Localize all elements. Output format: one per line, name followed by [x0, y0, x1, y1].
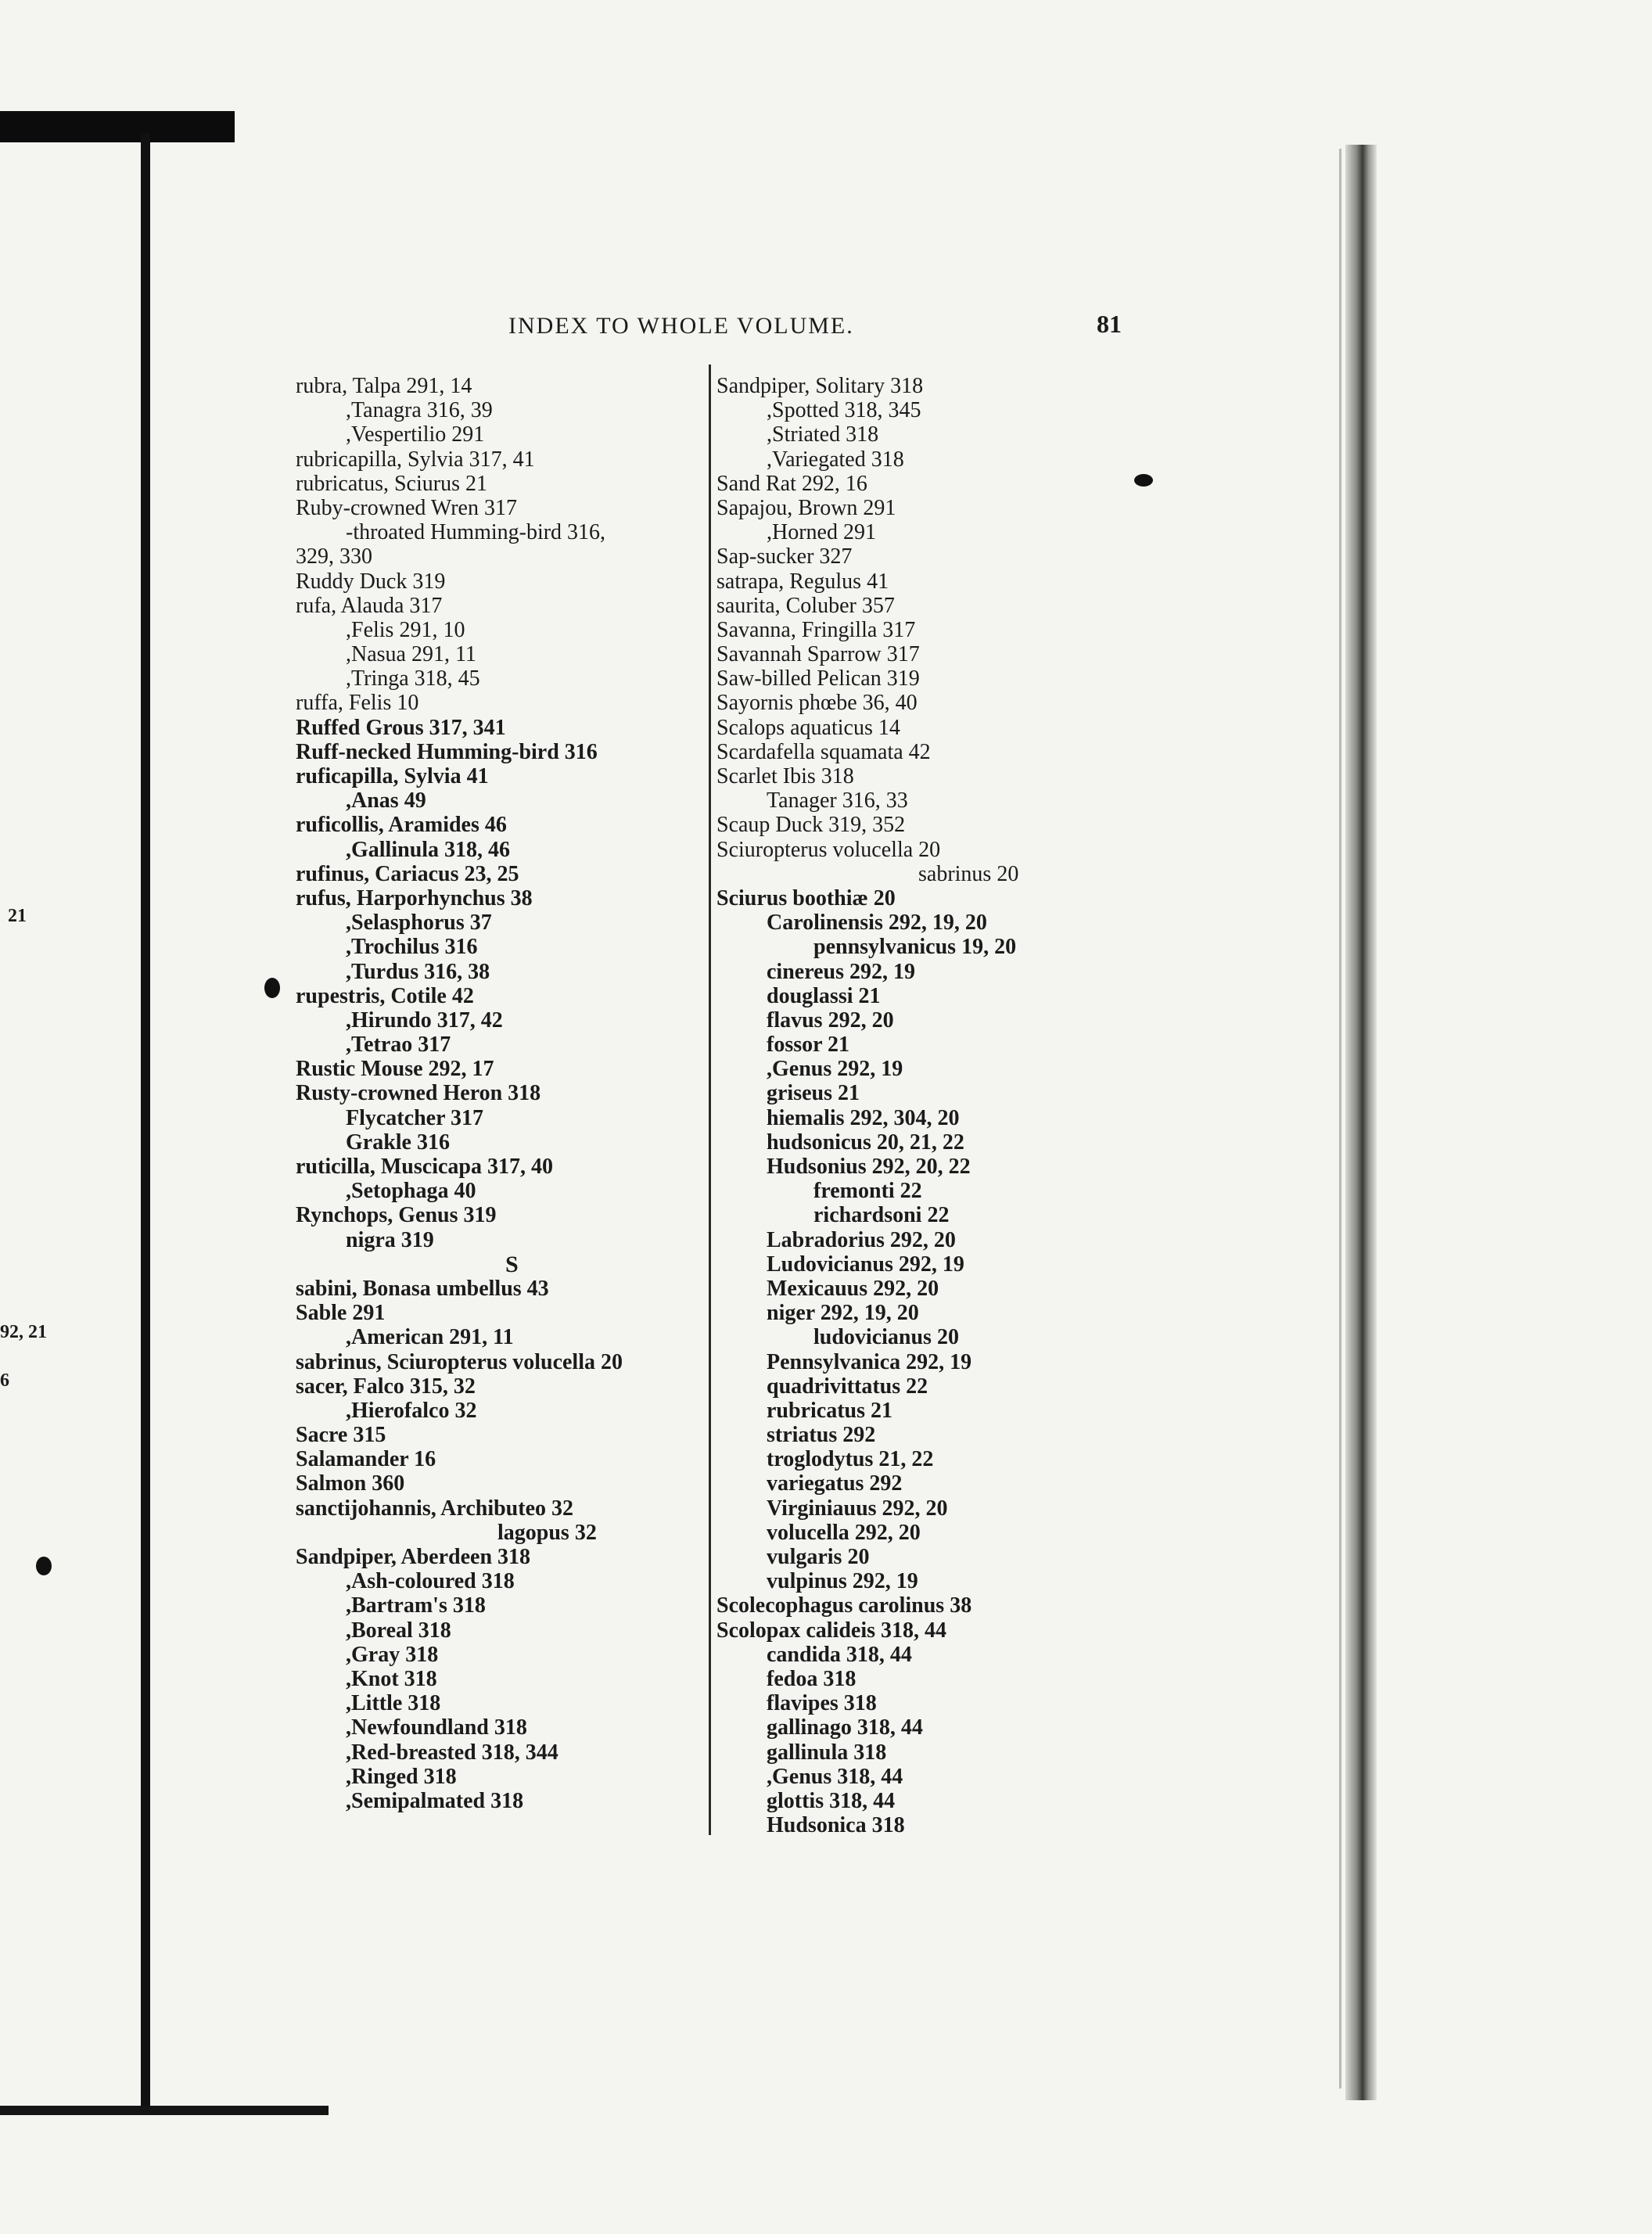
index-entry: Scaup Duck 319, 352: [716, 813, 906, 838]
index-entry: ,Knot 318: [346, 1666, 437, 1691]
index-entry: ruficollis, Aramides 46: [296, 813, 507, 838]
index-entry: richardsoni 22: [813, 1203, 950, 1228]
index-entry: ,Horned 291: [767, 520, 876, 545]
index-entry: ,American 291, 11: [346, 1325, 514, 1350]
index-entry: gallinula 318: [767, 1740, 887, 1765]
index-entry: Scardafella squamata 42: [716, 739, 931, 764]
index-entry: ,Tringa 318, 45: [346, 666, 480, 691]
index-entry: ,Ash-coloured 318: [346, 1569, 515, 1594]
index-entry: ,Selasphorus 37: [346, 910, 492, 936]
index-entry: Sandpiper, Solitary 318: [716, 374, 924, 398]
index-entry: Sap-sucker 327: [716, 544, 853, 569]
index-entry: Carolinensis 292, 19, 20: [767, 910, 987, 936]
index-column-left: [296, 374, 702, 1813]
ink-spot: [1134, 474, 1153, 487]
index-entry: rubricapilla, Sylvia 317, 41: [296, 447, 535, 472]
index-column-right: [716, 374, 1123, 1837]
index-entry: Sapajou, Brown 291: [716, 495, 896, 520]
index-entry: ,Variegated 318: [767, 447, 904, 472]
index-entry: Sciurus boothiæ 20: [716, 885, 896, 910]
index-entry: rufa, Alauda 317: [296, 593, 443, 618]
index-entry: ,Turdus 316, 38: [346, 959, 490, 984]
index-entry: ruffa, Felis 10: [296, 691, 419, 716]
index-entry: ,Spotted 318, 345: [767, 398, 921, 423]
index-entry: sanctijohannis, Archibuteo 32: [296, 1496, 573, 1521]
index-entry: ,Semipalmated 318: [346, 1788, 524, 1813]
index-entry: Sacre 315: [296, 1423, 386, 1448]
section-letter-heading: S: [505, 1251, 519, 1277]
index-entry: ,Newfoundland 318: [346, 1715, 527, 1740]
index-entry: variegatus 292: [767, 1471, 903, 1496]
index-entry: troglodytus 21, 22: [767, 1447, 934, 1472]
index-entry: Sayornis phœbe 36, 40: [716, 691, 918, 716]
page-number: 81: [1097, 310, 1122, 338]
index-entry: fremonti 22: [813, 1179, 922, 1204]
running-head: INDEX TO WHOLE VOLUME.: [508, 313, 854, 339]
index-entry: Saw-billed Pelican 319: [716, 666, 920, 691]
index-entry: Sandpiper, Aberdeen 318: [296, 1545, 531, 1569]
index-entry: sabrinus, Sciuropterus volucella 20: [296, 1349, 623, 1374]
index-entry: Rusty-crowned Heron 318: [296, 1081, 541, 1106]
index-entry: Flycatcher 317: [346, 1105, 483, 1130]
index-entry: rubricatus 21: [767, 1398, 892, 1423]
index-entry: Savanna, Fringilla 317: [716, 617, 916, 642]
page-gutter-shadow: [1345, 145, 1377, 2100]
index-entry: rubra, Talpa 291, 14: [296, 374, 472, 398]
index-entry: ,Trochilus 316: [346, 935, 478, 960]
index-entry: ,Tanagra 316, 39: [346, 398, 493, 423]
index-entry: ,Gray 318: [346, 1642, 439, 1667]
index-entry: douglassi 21: [767, 983, 881, 1008]
index-entry: ,Red-breasted 318, 344: [346, 1740, 558, 1765]
index-entry: ,Bartram's 318: [346, 1593, 486, 1618]
scan-border-top: [0, 111, 235, 142]
index-entry: ,Genus 318, 44: [767, 1764, 903, 1789]
index-entry: Rustic Mouse 292, 17: [296, 1057, 494, 1082]
index-entry: flavipes 318: [767, 1691, 877, 1716]
index-entry: Ruff-necked Humming-bird 316: [296, 739, 598, 764]
index-entry: candida 318, 44: [767, 1642, 912, 1667]
index-entry: nigra 319: [346, 1227, 434, 1252]
index-entry: Hudsonius 292, 20, 22: [767, 1155, 971, 1179]
index-entry: Sand Rat 292, 16: [716, 471, 867, 496]
index-entry: ,Hirundo 317, 42: [346, 1007, 503, 1033]
index-entry: Virginiauus 292, 20: [767, 1496, 948, 1521]
index-entry: rufus, Harporhynchus 38: [296, 885, 533, 910]
index-entry: Mexicauus 292, 20: [767, 1276, 939, 1301]
index-entry: Sciuropterus volucella 20: [716, 837, 941, 862]
index-entry: ,Genus 292, 19: [767, 1057, 903, 1082]
scan-border-left: [141, 133, 150, 2112]
index-entry: Salamander 16: [296, 1447, 436, 1472]
index-entry: rufinus, Cariacus 23, 25: [296, 861, 519, 886]
margin-fragment: 6: [0, 1370, 9, 1391]
index-entry: Pennsylvanica 292, 19: [767, 1349, 972, 1374]
index-entry: sacer, Falco 315, 32: [296, 1374, 476, 1399]
index-entry: pennsylvanicus 19, 20: [813, 935, 1017, 960]
index-entry: gallinago 318, 44: [767, 1715, 923, 1740]
index-entry: Tanager 316, 33: [767, 788, 908, 814]
index-entry: cinereus 292, 19: [767, 959, 916, 984]
column-divider: [709, 365, 711, 1835]
margin-fragment: 92, 21: [0, 1322, 47, 1342]
index-entry: Savannah Sparrow 317: [716, 642, 920, 667]
index-entry: flavus 292, 20: [767, 1007, 894, 1033]
index-entry: niger 292, 19, 20: [767, 1301, 919, 1326]
index-entry: ludovicianus 20: [813, 1325, 959, 1350]
index-entry: Grakle 316: [346, 1130, 450, 1155]
index-entry: quadrivittatus 22: [767, 1374, 928, 1399]
index-entry: ,Boreal 318: [346, 1618, 451, 1643]
index-entry: Sable 291: [296, 1301, 386, 1326]
index-entry: vulpinus 292, 19: [767, 1569, 918, 1594]
index-entry: ,Setophaga 40: [346, 1179, 476, 1204]
index-entry: glottis 318, 44: [767, 1788, 896, 1813]
index-entry: 329, 330: [296, 544, 372, 569]
index-entry: sabrinus 20: [918, 861, 1019, 886]
index-entry: ,Tetrao 317: [346, 1033, 451, 1058]
margin-fragment: 21: [8, 906, 27, 926]
index-entry: ruticilla, Muscicapa 317, 40: [296, 1155, 553, 1179]
index-entry: -throated Humming-bird 316,: [346, 520, 606, 545]
index-entry: Rynchops, Genus 319: [296, 1203, 497, 1228]
index-entry: striatus 292: [767, 1423, 876, 1448]
index-entry: saurita, Coluber 357: [716, 593, 895, 618]
index-entry: hudsonicus 20, 21, 22: [767, 1130, 964, 1155]
index-entry: Ruffed Grous 317, 341: [296, 715, 506, 740]
index-entry: ,Striated 318: [767, 422, 879, 447]
index-entry: ,Ringed 318: [346, 1764, 457, 1789]
index-entry: Ludovicianus 292, 19: [767, 1252, 964, 1277]
ink-spot: [36, 1557, 52, 1575]
index-entry: griseus 21: [767, 1081, 860, 1106]
scan-border-bottom: [0, 2106, 329, 2115]
index-entry: rubricatus, Sciurus 21: [296, 471, 487, 496]
index-entry: Salmon 360: [296, 1471, 405, 1496]
index-entry: rupestris, Cotile 42: [296, 983, 474, 1008]
index-entry: ,Gallinula 318, 46: [346, 837, 511, 862]
index-entry: hiemalis 292, 304, 20: [767, 1105, 960, 1130]
index-entry: Scalops aquaticus 14: [716, 715, 900, 740]
index-entry: ,Hierofalco 32: [346, 1398, 477, 1423]
index-entry: satrapa, Regulus 41: [716, 569, 889, 594]
index-entry: fedoa 318: [767, 1666, 857, 1691]
index-entry: ,Little 318: [346, 1691, 441, 1716]
index-entry: ,Nasua 291, 11: [346, 642, 476, 667]
page-gutter-line: [1339, 149, 1341, 2089]
index-entry: vulgaris 20: [767, 1545, 870, 1569]
index-entry: ,Vespertilio 291: [346, 422, 485, 447]
index-entry: ruficapilla, Sylvia 41: [296, 764, 489, 788]
index-entry: ,Anas 49: [346, 788, 426, 814]
index-entry: Hudsonica 318: [767, 1813, 905, 1838]
index-entry: volucella 292, 20: [767, 1520, 921, 1545]
index-entry: Scolecophagus carolinus 38: [716, 1593, 972, 1618]
index-entry: Labradorius 292, 20: [767, 1227, 956, 1252]
index-entry: Scolopax calideis 318, 44: [716, 1618, 947, 1643]
index-entry: sabini, Bonasa umbellus 43: [296, 1276, 549, 1301]
index-entry: Ruddy Duck 319: [296, 569, 446, 594]
index-entry: ,Felis 291, 10: [346, 617, 465, 642]
index-entry: lagopus 32: [497, 1520, 597, 1545]
index-entry: fossor 21: [767, 1033, 850, 1058]
index-entry: Scarlet Ibis 318: [716, 764, 854, 788]
ink-spot: [264, 978, 280, 998]
index-entry: Ruby-crowned Wren 317: [296, 495, 517, 520]
